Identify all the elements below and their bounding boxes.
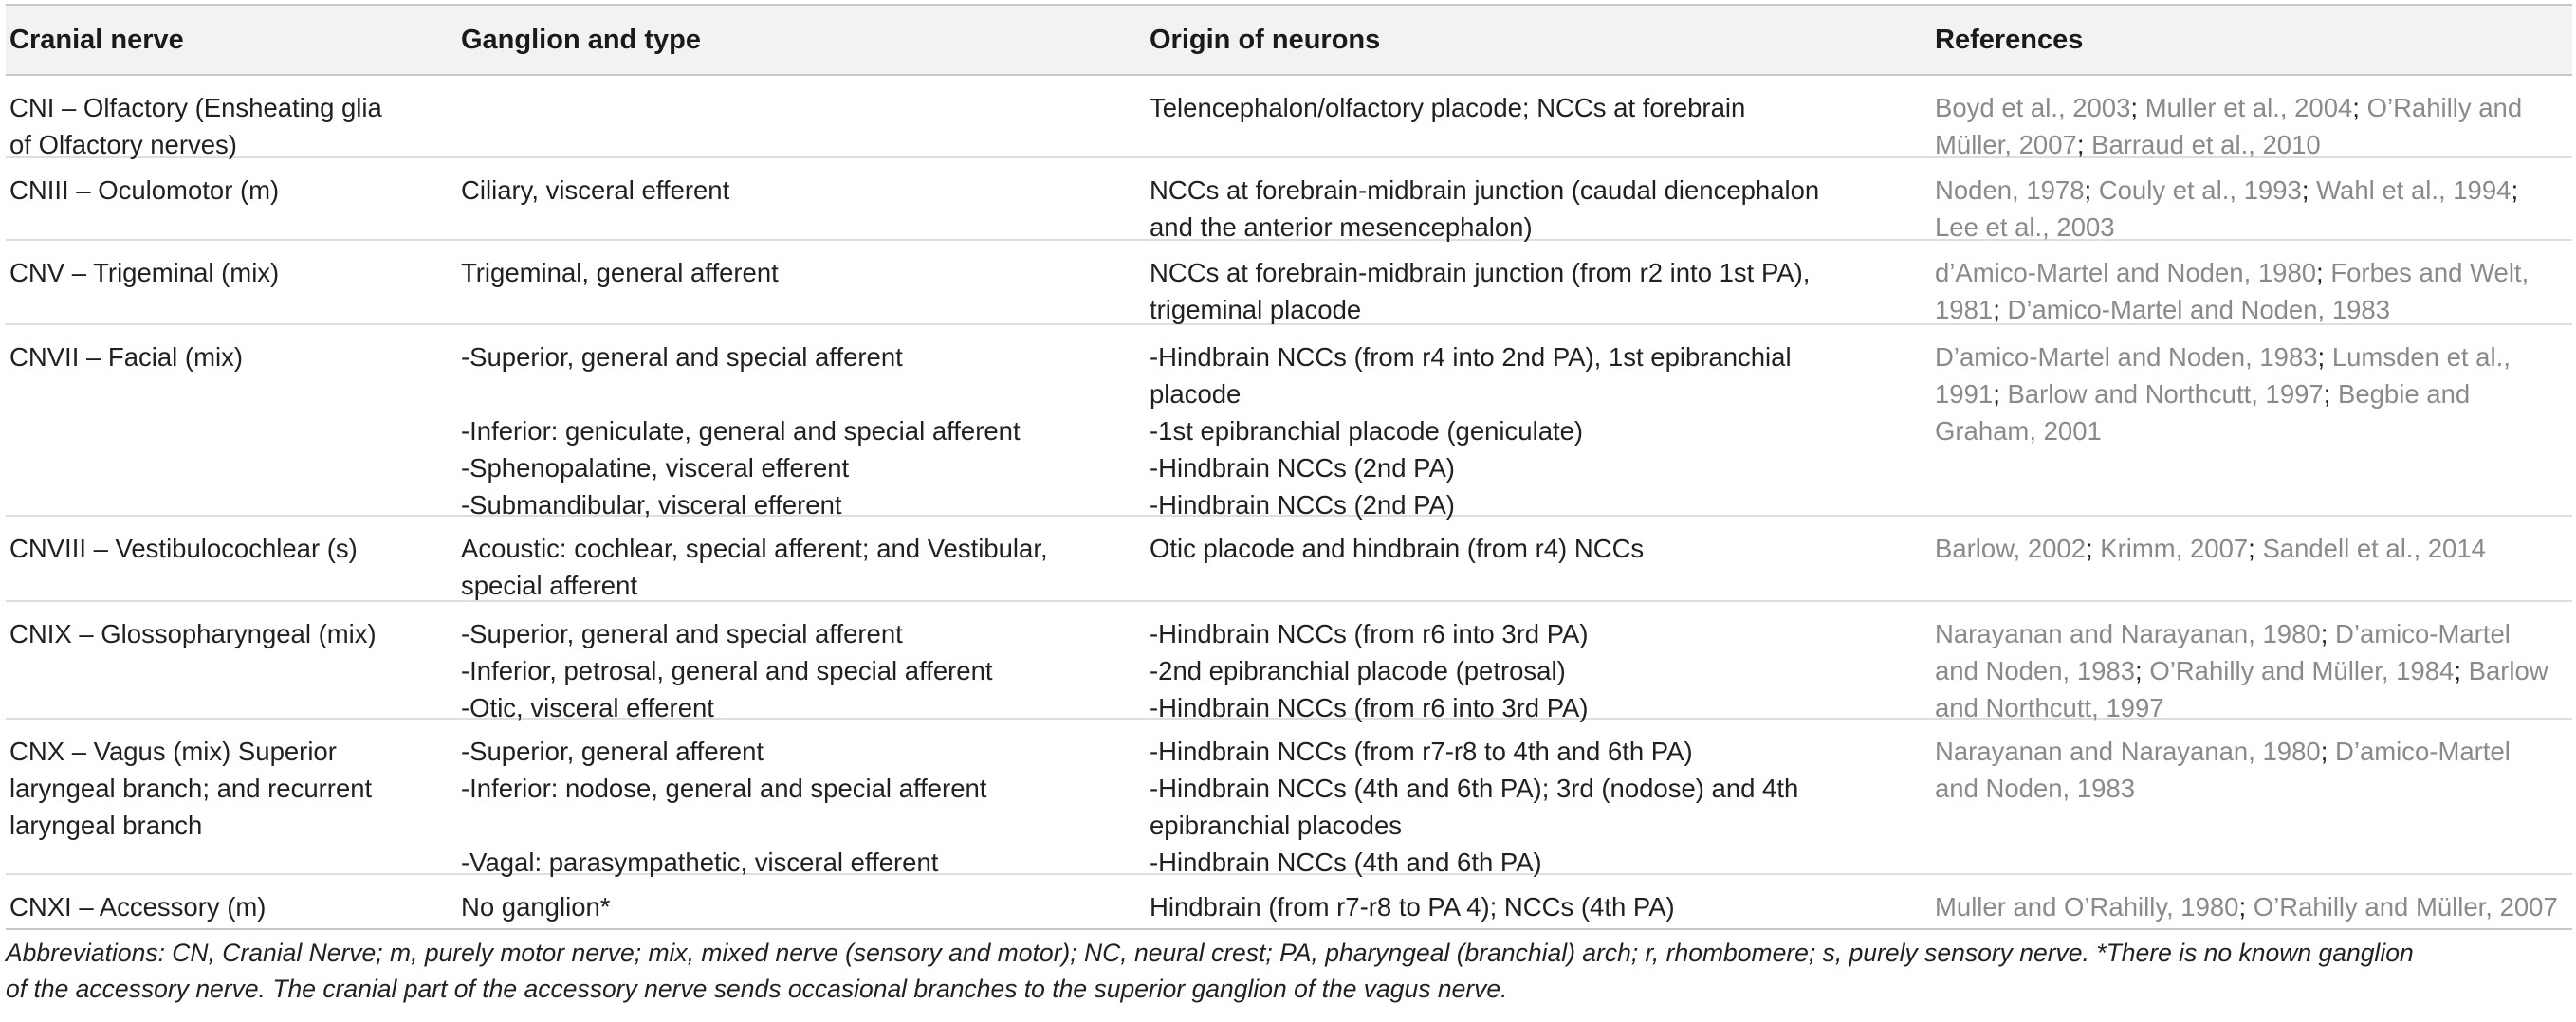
reference-separator: ; (2317, 342, 2332, 372)
reference-link[interactable]: Barlow, 2002 (1935, 534, 2086, 563)
reference-link[interactable]: Sandell et al., 2014 (2262, 534, 2486, 563)
cell-ganglion: Trigeminal, general afferent (461, 258, 779, 287)
reference-separator: ; (2086, 534, 2101, 563)
table-row (6, 875, 2572, 930)
header-references: References (1935, 25, 2084, 55)
table-row (6, 325, 2572, 520)
reference-separator: ; (2301, 175, 2317, 205)
reference-link[interactable]: Barlow (2468, 656, 2548, 685)
reference-link[interactable]: Müller, 2007 (1935, 130, 2077, 159)
reference-separator: ; (2454, 656, 2469, 685)
cell-references (1935, 254, 2529, 328)
cell-references (1935, 615, 2548, 726)
reference-link[interactable]: Begbie and (2338, 379, 2471, 409)
table-row (6, 720, 2572, 875)
reference-link[interactable]: Noden, 1978 (1935, 175, 2085, 205)
reference-separator: ; (2130, 93, 2145, 122)
table-row (6, 517, 2572, 602)
cell-references (1935, 888, 2558, 925)
reference-separator: ; (2076, 130, 2092, 159)
reference-link[interactable]: Narayanan and Narayanan, 1980 (1935, 737, 2321, 766)
reference-link[interactable]: Graham, 2001 (1935, 416, 2102, 446)
reference-link[interactable]: Forbes and Welt, (2330, 258, 2530, 287)
reference-separator: ; (2320, 737, 2335, 766)
header-origin-neurons: Origin of neurons (1150, 25, 1381, 55)
reference-separator: ; (2511, 175, 2519, 205)
reference-link[interactable]: O’Rahilly and (2366, 93, 2523, 122)
reference-link[interactable]: Barlow and Northcutt, 1997 (2007, 379, 2324, 409)
cell-origin: -Hindbrain NCCs (from r6 into 3rd PA) -2nd epibranchial placode (petrosal) -Hindbrain NCCs (from r6 into 3rd PA) (1150, 619, 1589, 722)
cell-ganglion: No ganglion* (461, 892, 611, 922)
reference-link[interactable]: and Noden, 1983 (1935, 774, 2136, 803)
cell-origin: NCCs at forebrain-midbrain junction (from r2 into 1st PA), trigeminal placode (1150, 258, 1811, 324)
reference-separator: ; (2084, 175, 2099, 205)
cell-origin: -Hindbrain NCCs (from r4 into 2nd PA), 1st epibranchial placode -1st epibranchial placode (geniculate) -Hindbrain NCCs (2nd PA) -Hindbrain NCCs (2nd PA) (1150, 342, 1792, 520)
cell-ganglion: Ciliary, visceral efferent (461, 175, 730, 205)
table-footnote: Abbreviations: CN, Cranial Nerve; m, purely motor nerve; mix, mixed nerve (sensory and motor); NC, neural crest; PA, pharyngeal (branchial) arch; r, rhombomere; s, purely sensory nerve. *There is no known ganglion of the accessory nerve. The cranial part of the accessory nerve sends occasional branches to the superior ganglion of the vagus nerve. (6, 939, 2414, 1003)
reference-separator: ; (1993, 295, 2008, 324)
reference-link[interactable]: D’amico-Martel and Noden, 1983 (1935, 342, 2318, 372)
cell-origin: Otic placode and hindbrain (from r4) NCCs (1150, 534, 1645, 563)
reference-separator: ; (2238, 892, 2254, 922)
nerve-table (6, 4, 2572, 930)
reference-link[interactable]: D’amico-Martel and Noden, 1983 (2007, 295, 2391, 324)
cell-references (1935, 172, 2518, 246)
cell-nerve: CNXI – Accessory (m) (9, 892, 267, 922)
header-ganglion-type: Ganglion and type (461, 25, 701, 55)
reference-link[interactable]: and Noden, 1983 (1935, 656, 2136, 685)
reference-link[interactable]: D’amico-Martel (2334, 619, 2511, 648)
reference-link[interactable]: Couly et al., 1993 (2098, 175, 2302, 205)
cell-nerve: CNI – Olfactory (Ensheating glia of Olfactory nerves) (9, 93, 382, 159)
cell-ganglion: -Superior, general and special afferent -Inferior: geniculate, general and special afferent -Sphenopalatine, visceral efferent -Submandibular, visceral efferent (461, 342, 1021, 520)
reference-link[interactable]: Muller and O’Rahilly, 1980 (1935, 892, 2239, 922)
reference-link[interactable]: Boyd et al., 2003 (1935, 93, 2131, 122)
reference-link[interactable]: Muller et al., 2004 (2144, 93, 2353, 122)
reference-separator: ; (2352, 93, 2367, 122)
reference-link[interactable]: Lee et al., 2003 (1935, 212, 2115, 242)
reference-link[interactable]: Wahl et al., 1994 (2316, 175, 2512, 205)
table-row (6, 241, 2572, 325)
reference-separator: ; (2323, 379, 2338, 409)
reference-link[interactable]: 1991 (1935, 379, 1994, 409)
cell-references (1935, 338, 2511, 449)
reference-link[interactable]: Barraud et al., 2010 (2091, 130, 2321, 159)
cell-nerve: CNVII – Facial (mix) (9, 342, 243, 372)
reference-link[interactable]: D’amico-Martel (2334, 737, 2511, 766)
cell-origin: NCCs at forebrain-midbrain junction (caudal diencephalon and the anterior mesencephalon) (1150, 175, 1820, 242)
cell-nerve: CNX – Vagus (mix) Superior laryngeal branch; and recurrent laryngeal branch (9, 737, 373, 840)
reference-separator: ; (1993, 379, 2008, 409)
reference-link[interactable]: 1981 (1935, 295, 1994, 324)
header-cranial-nerve: Cranial nerve (9, 25, 184, 55)
cell-references (1935, 733, 2511, 807)
reference-link[interactable]: Krimm, 2007 (2100, 534, 2249, 563)
cell-origin: Telencephalon/olfactory placode; NCCs at forebrain (1150, 93, 1746, 122)
reference-link[interactable]: Narayanan and Narayanan, 1980 (1935, 619, 2321, 648)
reference-separator: ; (2320, 619, 2335, 648)
reference-link[interactable]: and Northcutt, 1997 (1935, 693, 2164, 722)
reference-separator: ; (2135, 656, 2150, 685)
cell-ganglion: -Superior, general afferent -Inferior: nodose, general and special afferent -Vagal: parasympathetic, visceral efferent (461, 737, 987, 877)
table-header (6, 4, 2572, 76)
cell-nerve: CNVIII – Vestibulocochlear (s) (9, 534, 358, 563)
table-row (6, 158, 2572, 241)
reference-separator: ; (2248, 534, 2263, 563)
reference-link[interactable]: Lumsden et al., (2331, 342, 2511, 372)
cell-ganglion: Acoustic: cochlear, special afferent; and Vestibular, special afferent (461, 534, 1048, 600)
cell-nerve: CNIII – Oculomotor (m) (9, 175, 280, 205)
cell-origin: -Hindbrain NCCs (from r7-r8 to 4th and 6th PA) -Hindbrain NCCs (4th and 6th PA); 3rd (nodose) and 4th epibranchial placodes -Hindbrain NCCs (4th and 6th PA) (1150, 737, 1799, 877)
reference-link[interactable]: d’Amico-Martel and Noden, 1980 (1935, 258, 2317, 287)
table-row (6, 602, 2572, 720)
cell-references (1935, 530, 2486, 567)
reference-link[interactable]: O’Rahilly and Müller, 1984 (2149, 656, 2455, 685)
cell-references (1935, 89, 2522, 163)
table-row (6, 76, 2572, 158)
cell-nerve: CNV – Trigeminal (mix) (9, 258, 280, 287)
cell-nerve: CNIX – Glossopharyngeal (mix) (9, 619, 377, 648)
cell-ganglion: -Superior, general and special afferent -Inferior, petrosal, general and special afferent -Otic, visceral efferent (461, 619, 993, 722)
reference-link[interactable]: O’Rahilly and Müller, 2007 (2253, 892, 2558, 922)
cell-origin: Hindbrain (from r7-r8 to PA 4); NCCs (4th PA) (1150, 892, 1675, 922)
reference-separator: ; (2316, 258, 2331, 287)
